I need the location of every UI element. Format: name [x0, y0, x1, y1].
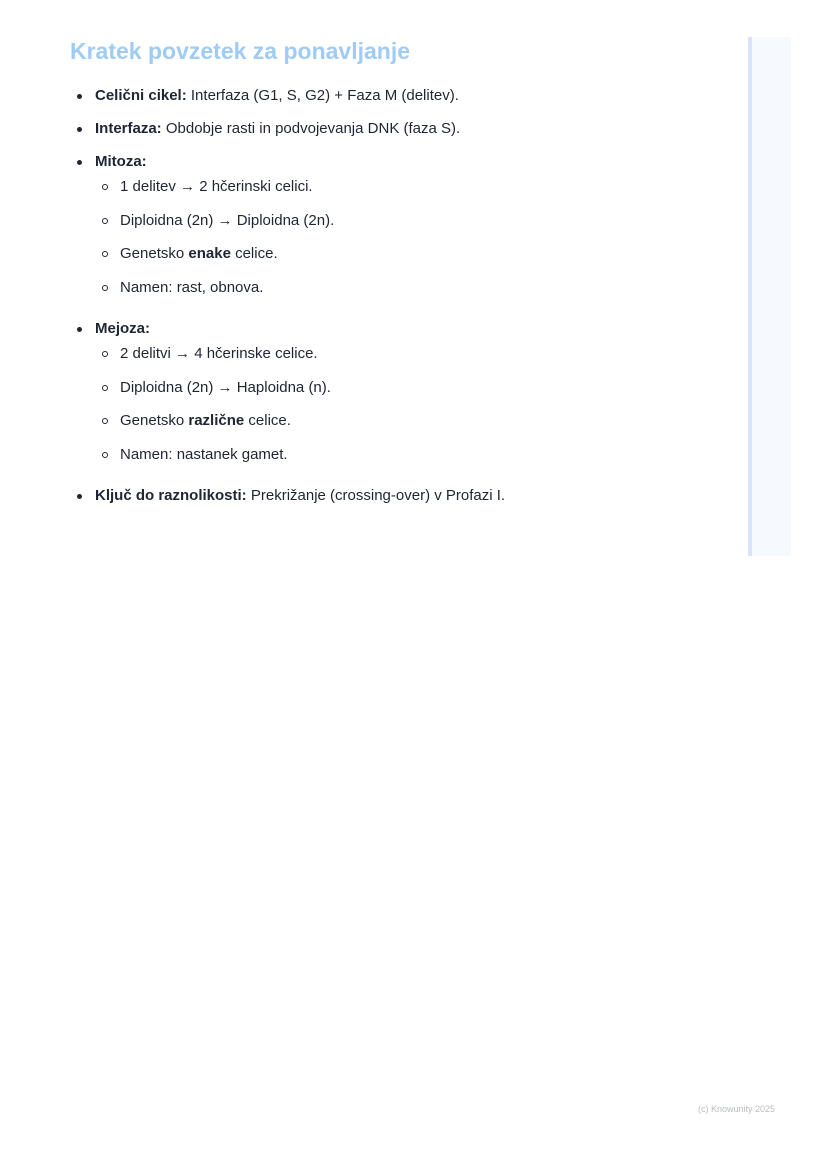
- list-item: [95, 152, 147, 172]
- term: Interfaza:: [95, 120, 162, 137]
- bullet-icon: [77, 94, 82, 99]
- sub-item: [120, 211, 334, 231]
- bullet-icon: [77, 327, 82, 332]
- sub-text: celice.: [244, 412, 291, 429]
- sub-text: Diploidna (2n) → Diploidna (2n).: [120, 212, 335, 229]
- list-item: [95, 319, 150, 339]
- bullet-icon: [77, 160, 82, 165]
- sub-item: [120, 378, 331, 398]
- circle-bullet-icon: [102, 351, 108, 357]
- definition: Prekrižanje (crossing-over) v Profazi I.: [246, 487, 506, 504]
- side-panel: [748, 37, 791, 556]
- circle-bullet-icon: [102, 452, 108, 458]
- term: Mitoza:: [95, 153, 147, 170]
- sub-item: [120, 445, 288, 465]
- sub-item: [120, 344, 318, 364]
- sub-text: Diploidna (2n) → Haploidna (n).: [120, 379, 331, 396]
- sub-item: [120, 244, 278, 264]
- sub-text: Namen: nastanek gamet.: [120, 446, 288, 463]
- sub-text: Namen: rast, obnova.: [120, 279, 264, 296]
- circle-bullet-icon: [102, 385, 108, 391]
- sub-item: [120, 177, 313, 197]
- definition: Obdobje rasti in podvojevanja DNK (faza S).: [161, 120, 461, 137]
- term: Mejoza:: [95, 320, 151, 337]
- sub-text: celice.: [230, 245, 278, 262]
- list-item: [95, 119, 460, 139]
- circle-bullet-icon: [102, 218, 108, 224]
- emphasis: enake: [188, 245, 231, 262]
- circle-bullet-icon: [102, 251, 108, 257]
- term: Celični cikel:: [95, 87, 187, 104]
- sub-text: Genetsko: [120, 412, 189, 429]
- bullet-icon: [77, 127, 82, 132]
- sub-text: 2 delitvi → 4 hčerinske celice.: [120, 345, 318, 362]
- sub-item: [120, 411, 291, 431]
- list-item: [95, 86, 459, 106]
- definition: Interfaza (G1, S, G2) + Faza M (delitev).: [186, 87, 459, 104]
- term: Ključ do raznolikosti:: [95, 487, 247, 504]
- circle-bullet-icon: [102, 285, 108, 291]
- bullet-icon: [77, 494, 82, 499]
- sub-text: 1 delitev → 2 hčerinski celici.: [120, 178, 313, 195]
- page-title: Kratek povzetek za ponavljanje: [70, 38, 411, 64]
- footer-copyright: (c) Knowunity 2025: [697, 1104, 775, 1114]
- circle-bullet-icon: [102, 184, 108, 190]
- sub-text: Genetsko: [120, 245, 189, 262]
- emphasis: različne: [188, 412, 245, 429]
- sub-item: [120, 278, 263, 298]
- circle-bullet-icon: [102, 418, 108, 424]
- list-item: [95, 486, 505, 506]
